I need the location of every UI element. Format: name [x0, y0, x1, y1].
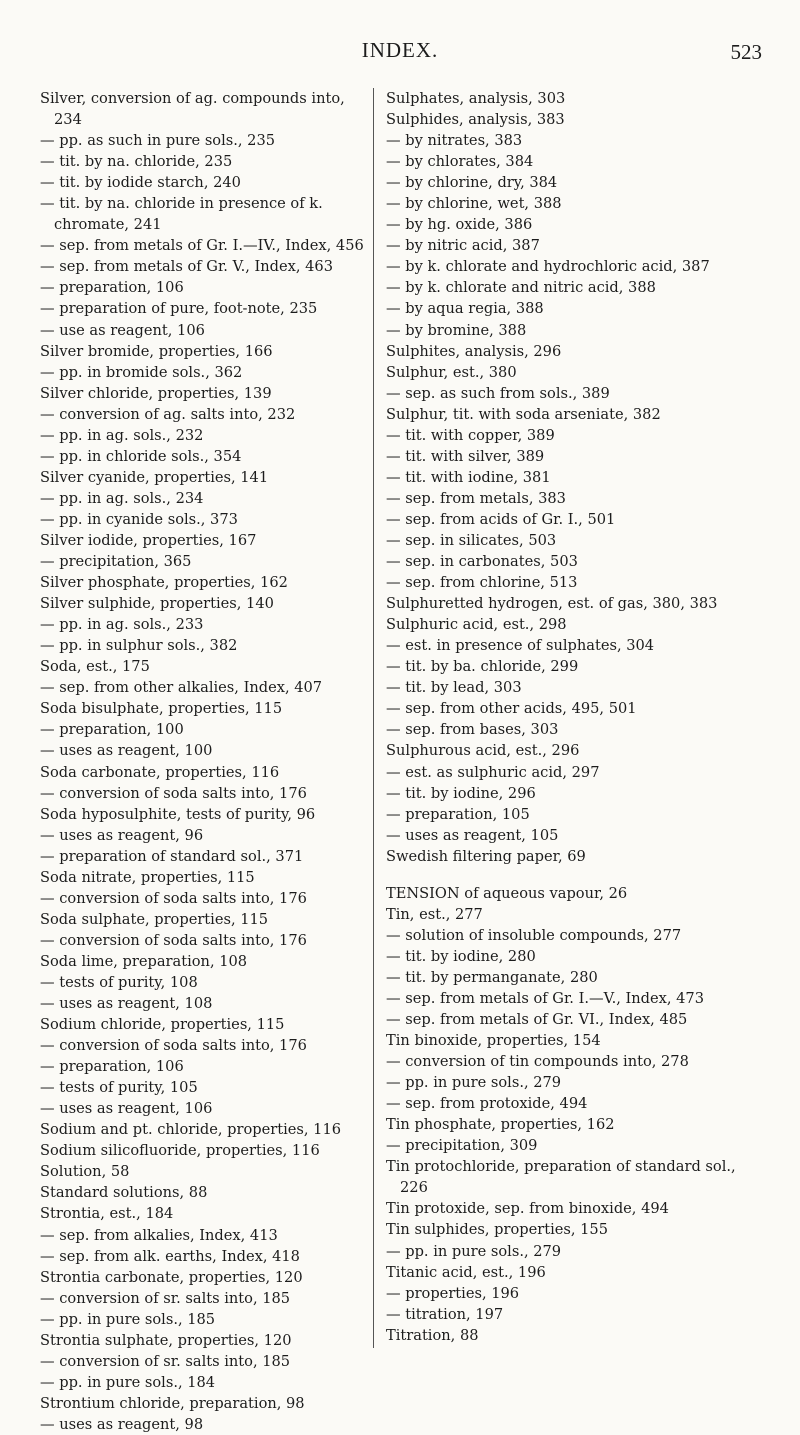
index-entry: Sulphides, analysis, 383: [386, 111, 565, 129]
index-entry: — sep. from metals of Gr. I.—IV., Index, 456: [40, 237, 364, 255]
index-entry: Soda sulphate, properties, 115: [40, 910, 269, 928]
index-entry: — by aqua regia, 388: [386, 300, 544, 318]
index-entry: — by hg. oxide, 386: [386, 216, 533, 234]
index-entry: — sep. from alk. earths, Index, 418: [40, 1247, 300, 1265]
index-entry: — by bromine, 388: [386, 321, 527, 339]
index-entry: — pp. in ag. sols., 232: [40, 426, 204, 444]
index-entry: Tin binoxide, properties, 154: [386, 1032, 601, 1050]
index-entry: Sodium silicofluoride, properties, 116: [40, 1142, 320, 1160]
index-entry: — conversion of soda salts into, 176: [40, 784, 307, 802]
index-entry: — sep. from other alkalies, Index, 407: [40, 679, 323, 697]
index-entry: — pp. as such in pure sols., 235: [40, 132, 276, 150]
index-entry: Sulphates, analysis, 303: [386, 90, 566, 107]
index-entry: Silver sulphide, properties, 140: [40, 595, 274, 613]
index-entry: — preparation, 105: [386, 805, 530, 823]
index-entry: — pp. in pure sols., 184: [40, 1373, 216, 1391]
index-entry: — uses as reagent, 106: [40, 1100, 213, 1118]
index-entry: — preparation of standard sol., 371: [40, 847, 304, 865]
index-entry: — conversion of sr. salts into, 185: [40, 1289, 291, 1307]
index-entry: Silver phosphate, properties, 162: [40, 574, 288, 592]
index-entry: — pp. in bromide sols., 362: [40, 363, 243, 381]
index-entry: Tin phosphate, properties, 162: [386, 1116, 615, 1134]
index-column-left: [40, 88, 370, 1435]
column-divider: [373, 88, 374, 1348]
index-entry: — precipitation, 365: [40, 553, 192, 571]
index-entry: Tin, est., 277: [386, 905, 483, 923]
index-entry: Sodium and pt. chloride, properties, 116: [40, 1121, 342, 1139]
index-entry: — tit. with silver, 389: [386, 447, 545, 465]
index-entry: — uses as reagent, 98: [40, 1415, 204, 1433]
index-entry: — by chlorine, wet, 388: [386, 195, 562, 213]
index-entry: Sulphuric acid, est., 298: [386, 616, 567, 634]
index-entry: Strontia, est., 184: [40, 1205, 174, 1223]
index-entry: Tin sulphides, properties, 155: [386, 1221, 608, 1239]
index-entry: — sep. from alkalies, Index, 413: [40, 1226, 278, 1244]
index-entry: — tit. by iodine, 296: [386, 784, 536, 802]
index-entry: Tin protoxide, sep. from binoxide, 494: [386, 1200, 669, 1218]
index-column-right: [386, 88, 746, 1346]
index-entry: — titration, 197: [386, 1305, 504, 1323]
index-entry: Strontia carbonate, properties, 120: [40, 1268, 303, 1286]
index-entry: — sep. from metals, 383: [386, 489, 566, 507]
index-entry: — preparation, 106: [40, 1058, 184, 1076]
index-entry: — conversion of soda salts into, 176: [40, 931, 307, 949]
index-entry: — by k. chlorate and hydrochloric acid, 387: [386, 258, 710, 276]
index-entry: — sep. from protoxide, 494: [386, 1095, 588, 1113]
index-entry: TENSION of aqueous vapour, 26: [386, 884, 628, 902]
index-entry: — tit. with iodine, 381: [386, 468, 551, 486]
index-entry: Titration, 88: [386, 1326, 479, 1344]
index-entry: Soda hyposulphite, tests of purity, 96: [40, 805, 316, 823]
index-entry: — solution of insoluble compounds, 277: [386, 926, 682, 944]
index-entry: — sep. from chlorine, 513: [386, 574, 578, 592]
index-entry: — tests of purity, 108: [40, 973, 198, 991]
index-entry: — by k. chlorate and nitric acid, 388: [386, 279, 656, 297]
index-entry: Sodium chloride, properties, 115: [40, 1016, 285, 1034]
index-entry: — sep. from metals of Gr. VI., Index, 485: [386, 1011, 688, 1029]
index-entry: — tit. by ba. chloride, 299: [386, 658, 579, 676]
index-entry: — preparation, 100: [40, 721, 184, 739]
index-entry: Tin protochloride, preparation of standard sol., 226: [386, 1158, 736, 1197]
index-entry: Soda lime, preparation, 108: [40, 952, 248, 970]
index-entry: — preparation of pure, foot-note, 235: [40, 300, 318, 318]
index-entry: — pp. in chloride sols., 354: [40, 447, 242, 465]
index-entry: — by nitric acid, 387: [386, 237, 540, 255]
index-entry: Soda, est., 175: [40, 658, 150, 676]
index-entry: — sep. from metals of Gr. I.—V., Index, 473: [386, 989, 704, 1007]
index-entry: — sep. from metals of Gr. V., Index, 463: [40, 258, 333, 276]
index-entry: — properties, 196: [386, 1284, 520, 1302]
index-entry: — est. as sulphuric acid, 297: [386, 763, 600, 781]
index-entry: — conversion of sr. salts into, 185: [40, 1352, 291, 1370]
index-entry: Sulphurous acid, est., 296: [386, 742, 580, 760]
index-entry: Sulphur, est., 380: [386, 363, 517, 381]
index-entry: — sep. from bases, 303: [386, 721, 559, 739]
index-entry: — sep. as such from sols., 389: [386, 384, 610, 402]
index-entry: — sep. in carbonates, 503: [386, 553, 578, 571]
index-entry: — uses as reagent, 108: [40, 995, 213, 1013]
index-entry: Soda nitrate, properties, 115: [40, 868, 255, 886]
index-entry: Titanic acid, est., 196: [386, 1263, 546, 1281]
index-entry: — tit. by na. chloride, 235: [40, 153, 233, 171]
index-entry: — tit. by lead, 303: [386, 679, 522, 697]
index-entry: — pp. in pure sols., 279: [386, 1242, 562, 1260]
page-number: 523: [730, 40, 762, 64]
index-entry: — pp. in pure sols., 185: [40, 1310, 216, 1328]
index-entry: — pp. in cyanide sols., 373: [40, 510, 238, 528]
index-entry: — tit. by permanganate, 280: [386, 968, 598, 986]
index-entry: Soda bisulphate, properties, 115: [40, 700, 283, 718]
index-entry: Silver chloride, properties, 139: [40, 384, 272, 402]
index-entry: — sep. from other acids, 495, 501: [386, 700, 637, 718]
index-entry: — conversion of soda salts into, 176: [40, 1037, 307, 1055]
index-entry: — pp. in sulphur sols., 382: [40, 637, 238, 655]
index-entry: Strontium chloride, preparation, 98: [40, 1394, 305, 1412]
index-entry: Silver cyanide, properties, 141: [40, 468, 269, 486]
index-entry: Soda carbonate, properties, 116: [40, 763, 280, 781]
index-entry: — tit. by iodine, 280: [386, 947, 536, 965]
index-entry: — by chlorates, 384: [386, 153, 534, 171]
index-entry: Sulphuretted hydrogen, est. of gas, 380, 383: [386, 595, 718, 613]
index-entry: — pp. in ag. sols., 234: [40, 489, 204, 507]
index-entry: — sep. in silicates, 503: [386, 531, 557, 549]
index-entry: — by chlorine, dry, 384: [386, 174, 558, 192]
index-entry: — tests of purity, 105: [40, 1079, 198, 1097]
index-entry: — by nitrates, 383: [386, 132, 523, 150]
index-entry: — est. in presence of sulphates, 304: [386, 637, 655, 655]
index-entry: — pp. in ag. sols., 233: [40, 616, 204, 634]
index-entry: Sulphites, analysis, 296: [386, 342, 562, 360]
index-entry: — conversion of tin compounds into, 278: [386, 1053, 689, 1071]
index-entry: Solution, 58: [40, 1163, 130, 1181]
index-entry: — preparation, 106: [40, 279, 184, 297]
index-entry: Standard solutions, 88: [40, 1184, 208, 1202]
index-entry: Strontia sulphate, properties, 120: [40, 1331, 292, 1349]
index-entry: — uses as reagent, 100: [40, 742, 213, 760]
index-entry: Silver bromide, properties, 166: [40, 342, 273, 360]
index-entry: Silver iodide, properties, 167: [40, 531, 257, 549]
index-entry: — use as reagent, 106: [40, 321, 205, 339]
index-entry: — tit. with copper, 389: [386, 426, 555, 444]
index-entry: — tit. by na. chloride in presence of k. chromate, 241: [40, 195, 323, 234]
index-entry: Silver, conversion of ag. compounds into, 234: [40, 90, 345, 129]
index-entry: — conversion of soda salts into, 176: [40, 889, 307, 907]
index-entry: — precipitation, 309: [386, 1137, 538, 1155]
index-entry: — sep. from acids of Gr. I., 501: [386, 510, 616, 528]
index-entry: — conversion of ag. salts into, 232: [40, 405, 296, 423]
index-entry: Swedish filtering paper, 69: [386, 847, 586, 865]
index-entry: — uses as reagent, 96: [40, 826, 204, 844]
index-entry: — uses as reagent, 105: [386, 826, 559, 844]
page-header: [0, 38, 800, 68]
running-title: INDEX.: [361, 38, 439, 62]
index-entry: — tit. by iodide starch, 240: [40, 174, 241, 192]
index-entry: Sulphur, tit. with soda arseniate, 382: [386, 405, 661, 423]
index-entry: — pp. in pure sols., 279: [386, 1074, 562, 1092]
